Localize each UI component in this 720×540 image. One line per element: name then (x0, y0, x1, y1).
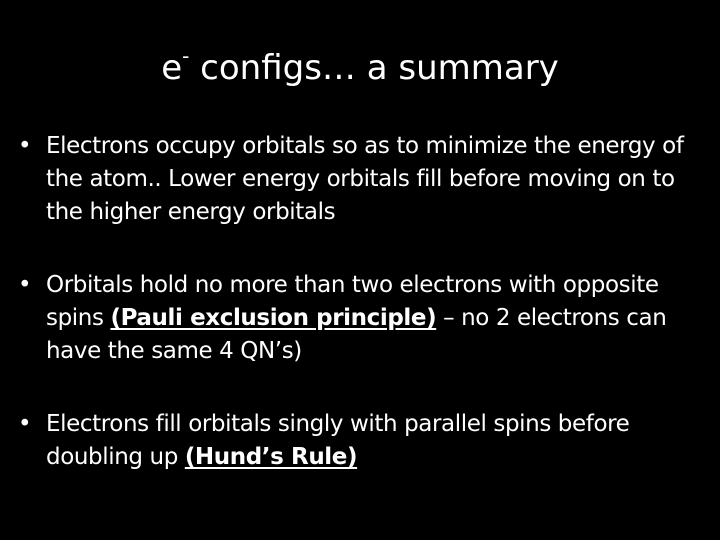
bullet-item-1 (18, 130, 708, 229)
title-prefix: e (161, 48, 183, 88)
title-rest: configs… a summary (189, 48, 559, 88)
bullet-list (18, 130, 708, 474)
slide-title (0, 44, 720, 92)
bullet-marker: • (18, 133, 32, 159)
title-superscript: - (182, 44, 190, 68)
bullet-text: Orbitals hold no more than two electrons with opposite spins (46, 272, 659, 331)
bullet-text: Electrons occupy orbitals so as to minimize the energy of the atom.. Lower energy orbitals fill before moving on to the higher energy orbitals (46, 133, 684, 225)
bullet-marker: • (18, 272, 32, 298)
bullet-item-3 (18, 408, 708, 474)
pauli-principle-emphasis: (Pauli exclusion principle) (110, 305, 437, 331)
hunds-rule-emphasis: (Hund’s Rule) (184, 444, 358, 470)
bullet-text: Electrons fill orbitals singly with parallel spins before doubling up (46, 411, 630, 470)
bullet-item-2 (18, 269, 708, 368)
bullet-text-after: – no 2 electrons can have the same 4 QN’s) (46, 305, 667, 364)
bullet-marker: • (18, 411, 32, 437)
